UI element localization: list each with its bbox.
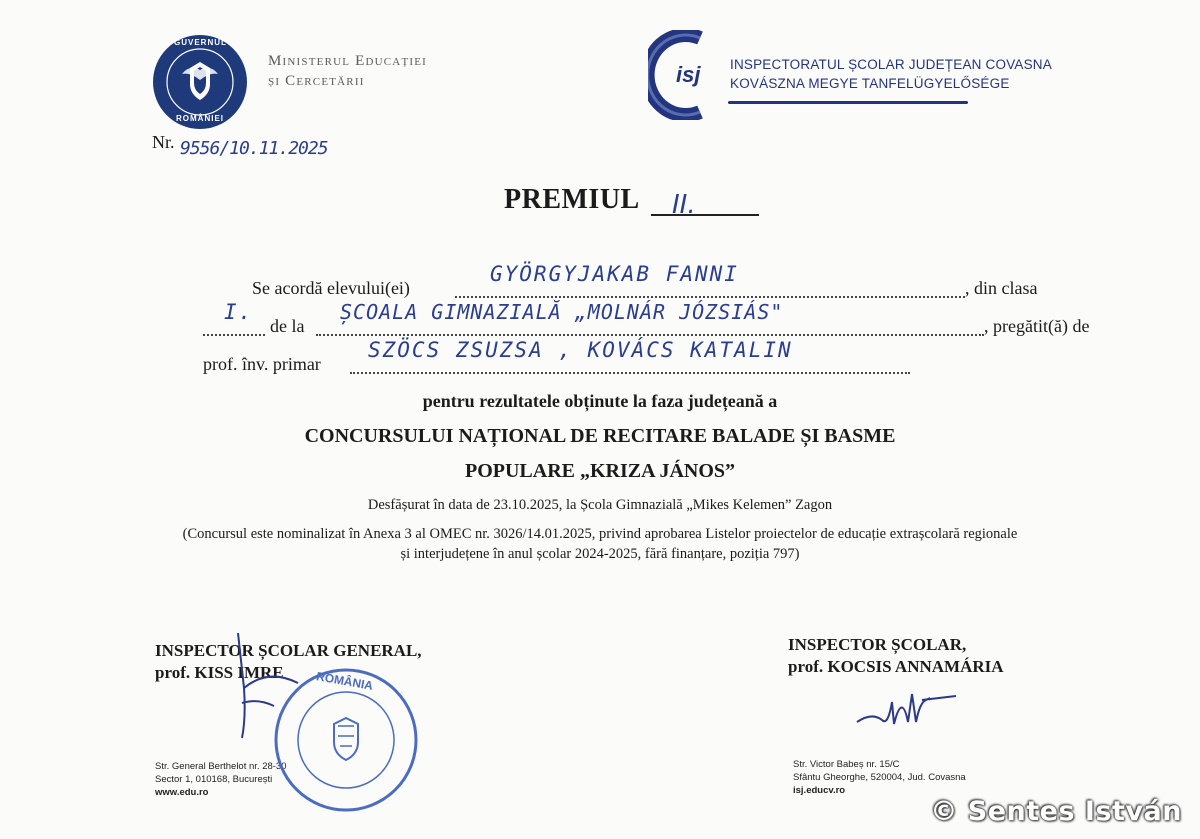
gov-logo-text-bottom: ROMÂNIEI bbox=[176, 114, 224, 123]
award-place-underline bbox=[651, 214, 759, 216]
award-line-3-prefix: prof. înv. primar bbox=[203, 354, 321, 374]
isj-line-1: INSPECTORATUL ȘCOLAR JUDEȚEAN COVASNA bbox=[730, 57, 1052, 72]
ministry-address bbox=[155, 760, 287, 799]
contest-note-line-2: și interjudețene în anul școlar 2024-2025, fără finanțare, poziția 797) bbox=[400, 546, 800, 562]
award-place-handwritten: II. bbox=[672, 190, 696, 220]
contest-name-line-2: POPULARE „KRIZA JÁNOS” bbox=[464, 460, 736, 482]
isj-underline bbox=[728, 101, 968, 104]
contest-intro: pentru rezultatele obținute la faza județeană a bbox=[422, 391, 778, 411]
ministry-address-line-1: Str. General Berthelot nr. 28-30 bbox=[155, 761, 287, 772]
award-line-2-suffix: , pregătit(ă) de bbox=[984, 316, 1090, 336]
teachers-handwritten: SZÖCS ZSUZSA , KOVÁCS KATALIN bbox=[368, 338, 793, 362]
contest-held-info: Desfășurat în data de 23.10.2025, la Școla Gimnazială „Mikes Kelemen” Zagon bbox=[367, 497, 833, 513]
school-handwritten: ȘCOALA GIMNAZIALĂ „MOLNÁR JÓZSIÁS" bbox=[340, 300, 784, 324]
class-handwritten: I. bbox=[224, 300, 254, 324]
left-signatory-name: prof. KISS IMRE bbox=[155, 663, 284, 682]
number-label: Nr. bbox=[152, 132, 175, 152]
isj-website: isj.educv.ro bbox=[793, 785, 846, 796]
ministry-line-1: Ministerul Educației bbox=[268, 53, 428, 69]
contest-note-line-1: (Concursul este nominalizat în Anexa 3 al OMEC nr. 3026/14.01.2025, privind aprobarea Listelor proiectelor de educație extrașcolară regionale bbox=[182, 526, 1018, 542]
award-line-2-mid: de la bbox=[270, 316, 305, 336]
ministry-name bbox=[268, 51, 427, 91]
stamp-text-romania: ROMÂNIA bbox=[315, 669, 375, 693]
isj-name bbox=[730, 55, 1052, 93]
award-title: PREMIUL bbox=[504, 184, 640, 215]
isj-logo-text: isj bbox=[676, 62, 701, 87]
gov-logo-text-top: GUVERNUL bbox=[174, 38, 227, 47]
contest-name-line-1: CONCURSULUI NAȚIONAL DE RECITARE BALADE ȘI BASME bbox=[304, 425, 896, 447]
isj-address-line-2: Sfântu Gheorghe, 520004, Jud. Covasna bbox=[793, 772, 966, 783]
right-signatory-name: prof. KOCSIS ANNAMÁRIA bbox=[788, 657, 1004, 676]
registration-number-handwritten: 9556/10.11.2025 bbox=[180, 138, 328, 159]
right-signatory-title: INSPECTOR ȘCOLAR, bbox=[788, 635, 967, 654]
student-name-handwritten: GYÖRGYJAKAB FANNI bbox=[490, 262, 739, 286]
right-handwritten-signature bbox=[852, 682, 962, 732]
copyright-watermark: © Sentes István bbox=[930, 796, 1182, 827]
award-line-1-prefix: Se acordă elevului(ei) bbox=[252, 278, 410, 298]
isj-line-2: KOVÁSZNA MEGYE TANFELÜGYELŐSÉGE bbox=[730, 76, 1010, 91]
ministry-website: www.edu.ro bbox=[155, 787, 209, 798]
isj-address-line-1: Str. Victor Babeș nr. 15/C bbox=[793, 759, 900, 770]
ministry-line-2: și Cercetării bbox=[268, 73, 365, 89]
left-signatory-title: INSPECTOR ȘCOLAR GENERAL, bbox=[155, 641, 422, 660]
ministry-address-line-2: Sector 1, 010168, București bbox=[155, 774, 273, 785]
award-line-1-suffix: , din clasa bbox=[965, 278, 1038, 298]
isj-address bbox=[793, 758, 966, 797]
